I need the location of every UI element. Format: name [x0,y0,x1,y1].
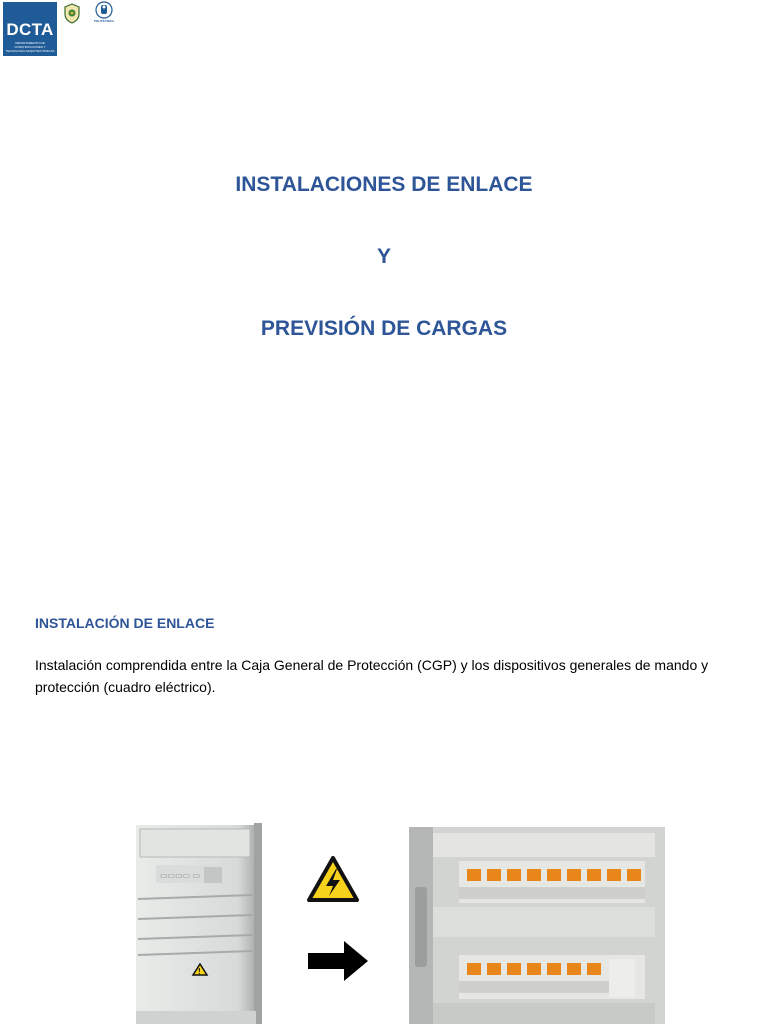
title-line-2: Y [376,245,391,268]
cgp-box-image [136,823,264,1024]
dcta-logo-text: DCTA [6,20,54,39]
university-seal-icon [63,3,81,24]
politecnica-seal-icon [89,1,119,19]
logo-bar [3,0,123,58]
breaker-panel-image [409,827,665,1024]
svg-text:▭▭▭▭ ▭: ▭▭▭▭ ▭ [160,871,201,880]
politecnica-seal [89,1,119,26]
politecnica-seal-label: POLITÉCNICA [93,19,115,23]
high-voltage-warning-icon [306,855,360,903]
title-line-1: INSTALACIONES DE ENLACE [235,173,533,196]
title-line-3: PREVISIÓN DE CARGAS [260,317,508,340]
dcta-logo [3,2,57,56]
section-body: Instalación comprendida entre la Caja General de Protección (CGP) y los dispositivos generales de mando y protección (cuadro eléctrico). [35,657,709,695]
svg-text:!: ! [198,967,201,976]
arrow-right-icon [306,939,370,983]
section-heading: INSTALACIÓN DE ENLACE [35,615,215,631]
dcta-logo-subtext: DEPARTAMENTO DE CONSTRUCCIONES Y TECNOLOGÍA ARQUITECTÓNICAS [5,41,55,53]
